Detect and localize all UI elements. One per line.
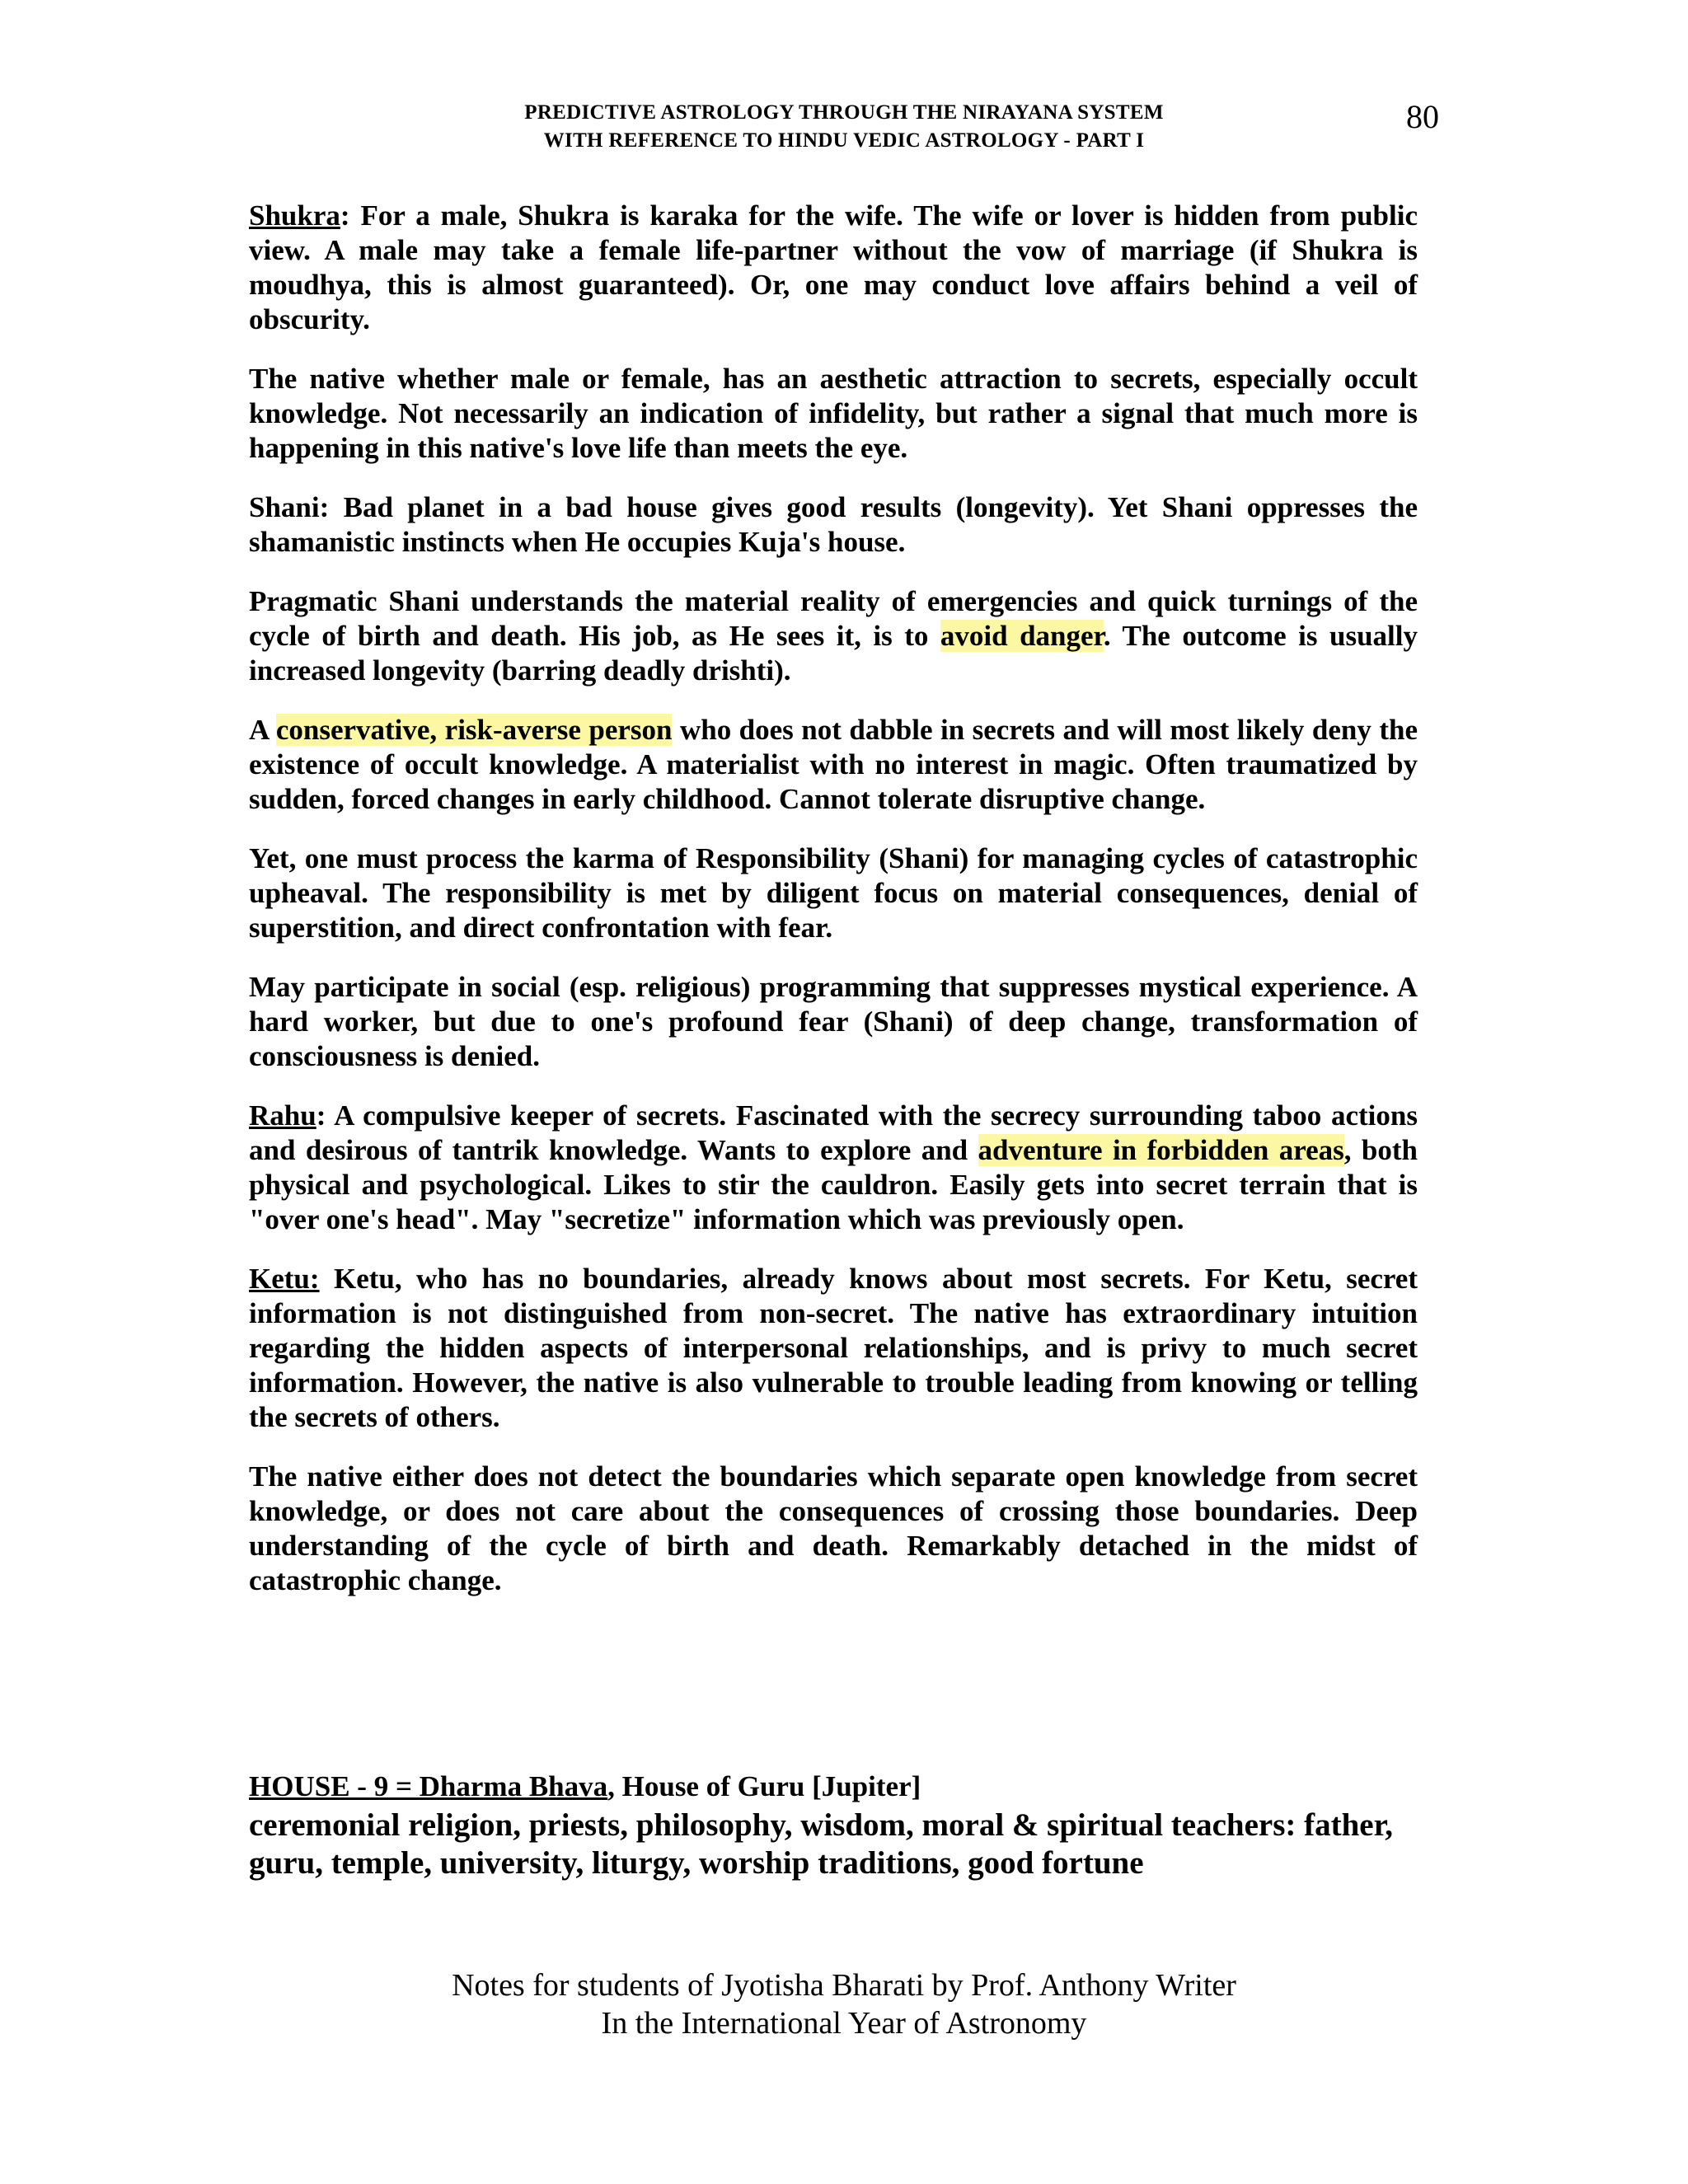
paragraph-social-programming [249, 970, 1418, 1074]
paragraph-conservative-person [249, 713, 1418, 817]
paragraph-aesthetic-attraction [249, 362, 1418, 466]
planet-label-rahu: Rahu [249, 1099, 316, 1132]
paragraph-ketu [249, 1262, 1418, 1435]
paragraph-text: Shani: Bad planet in a bad house gives good results (longevity). Yet Shani oppresses the shamanistic instincts when He occupies Kuja's house. [249, 491, 1418, 558]
paragraph-pragmatic-shani [249, 584, 1418, 688]
paragraph-text: A [249, 714, 276, 746]
header-line-1: PREDICTIVE ASTROLOGY THROUGH THE NIRAYANA SYSTEM [524, 101, 1164, 124]
paragraph-text: Ketu, who has no boundaries, already knows about most secrets. For Ketu, secret information is not distinguished from non-secret. The native has extraordinary intuition regarding the hidden aspects of interpersonal relationships, and is privy to much secret information. However, the native is also vulnerable to trouble leading from knowing or telling the secrets of others. [249, 1263, 1418, 1433]
paragraph-text: . The outcome is usually increased longevity (barring deadly drishti). [249, 620, 1418, 687]
house-title [249, 1769, 1452, 1805]
page-number: 80 [1406, 98, 1439, 135]
footer-line-1: Notes for students of Jyotisha Bharati by Prof. Anthony Writer [452, 1968, 1236, 2003]
planet-label-ketu: Ketu: [249, 1263, 320, 1295]
house-description: ceremonial religion, priests, philosophy, wisdom, moral & spiritual teachers: father, guru, temple, university, liturgy, worship traditions, good fortune [249, 1807, 1394, 1881]
page-footer [0, 1966, 1688, 2042]
highlighted-text: conservative, risk-averse person [275, 714, 673, 746]
footer-line-2: In the International Year of Astronomy [601, 2006, 1087, 2041]
paragraph-shani [249, 490, 1418, 560]
house-title-rest: , House of Guru [Jupiter] [607, 1770, 921, 1802]
body-content [249, 199, 1418, 1623]
paragraph-text: The native whether male or female, has an aesthetic attraction to secrets, especially occult knowledge. Not necessarily an indication of infidelity, but rather a signal that much more is happening in this native's love life than meets the eye. [249, 363, 1418, 464]
paragraph-text: May participate in social (esp. religious) programming that suppresses mystical experience. A hard worker, but due to one's profound fear (Shani) of deep change, transformation of consciousness is denied. [249, 971, 1418, 1072]
paragraph-text: Yet, one must process the karma of Responsibility (Shani) for managing cycles of catastrophic upheaval. The responsibility is met by diligent focus on material consequences, denial of superstition, and direct confrontation with fear. [249, 842, 1418, 944]
planet-label-shukra: Shukra [249, 199, 340, 232]
paragraph-boundaries [249, 1460, 1418, 1598]
paragraph-text: , both physical and psychological. Likes to stir the cauldron. Easily gets into secret terrain that is "over one's head". May "secretize" information which was previously open. [249, 1134, 1418, 1235]
highlighted-text: avoid danger [940, 620, 1104, 652]
paragraph-text: For a male, Shukra is karaka for the wife. The wife or lover is hidden from public view. A male may take a female life-partner without the vow of marriage (if Shukra is moudhya, this is almost guaranteed). Or, one may conduct love affairs behind a veil of obscurity. [249, 199, 1418, 335]
header-line-2: WITH REFERENCE TO HINDU VEDIC ASTROLOGY - PART I [543, 129, 1145, 152]
label-colon: : [340, 199, 350, 232]
paragraph-text: who does not dabble in secrets and will most likely deny the existence of occult knowledge. A materialist with no interest in magic. Often traumatized by sudden, forced changes in early childhood. Cannot tolerate disruptive change. [249, 714, 1418, 815]
house-section [249, 1769, 1452, 1882]
paragraph-text: Pragmatic Shani understands the material reality of emergencies and quick turnings of the cycle of birth and death. His job, as He sees it, is to [249, 585, 1418, 652]
highlighted-text: adventure in forbidden areas [978, 1134, 1344, 1166]
paragraph-responsibility [249, 841, 1418, 945]
paragraph-text: : A compulsive keeper of secrets. Fascinated with the secrecy surrounding taboo actions and desirous of tantrik knowledge. Wants to explore and [249, 1099, 1418, 1166]
house-title-underlined: HOUSE - 9 = Dharma Bhava [249, 1770, 608, 1802]
paragraph-text: The native either does not detect the boundaries which separate open knowledge from secret knowledge, or does not care about the consequences of crossing those boundaries. Deep understanding of the cycle of birth and death. Remarkably detached in the midst of catastrophic change. [249, 1460, 1418, 1596]
paragraph-shukra [249, 199, 1418, 337]
paragraph-rahu [249, 1099, 1418, 1237]
